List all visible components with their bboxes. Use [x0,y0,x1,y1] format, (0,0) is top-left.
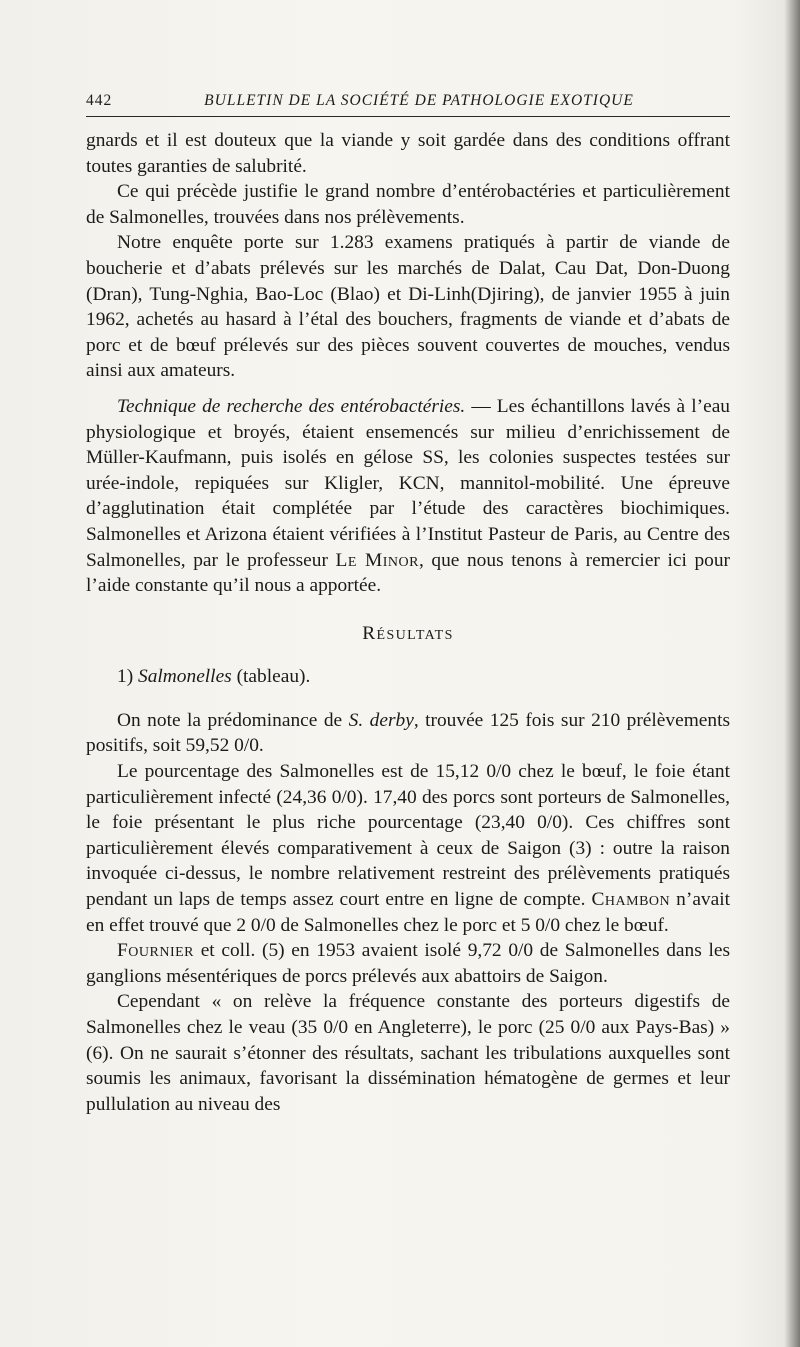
author-name: Fournier [117,940,195,962]
author-name: Le Minor [335,549,419,571]
paragraph: On note la prédominance de S. derby, trouvée 125 fois sur 210 prélèvements positifs, soit 59,52 0/0. [86,709,731,757]
technique-title: Technique de recherche des entérobactéries. [117,395,466,417]
paragraph: Fournier et coll. (5) en 1953 avaient isolé 9,72 0/0 de Salmonelles dans les ganglions mésentériques de porcs prélevés aux abattoirs de Saigon. [86,940,730,987]
subsection-heading: 1) Salmonelles (tableau). [117,666,311,688]
article-body [86,128,730,1117]
paragraph-continuation: gnards et il est douteux que la viande y soit gardée dans des conditions offrant toutes garanties de salubrité. [86,130,730,177]
paragraph-technique: Technique de recherche des entérobactéries. — Les échantillons lavés à l’eau physiologique et broyés, étaient ensemencés sur milieu d’enrichissement de Müller-Kaufmann, puis isolés en gélose SS, les colonies suspectes testées sur urée-indole, repiquées sur Kligler, KCN, mannitol-mobilité. Une épreuve d’agglutination était complétée par l’étude des caractères biochimiques. Salmonelles et Arizona étaient vérifiées à l’Institut Pasteur de Paris, au Centre des Salmonelles, par le professeur Le Minor, que nous tenons à remercier ici pour l’aide constante qu’il nous a apportée. [86,395,730,597]
paragraph: Le pourcentage des Salmonelles est de 15,12 0/0 chez le bœuf, le foie étant particulièrement infecté (24,36 0/0). 17,40 des porcs sont porteurs de Salmonelles, le foie présentant le plus riche pourcentage (23,40 0/0). Ces chiffres sont particulièrement élevés comparativement à ceux de Saigon (3) : outre la raison invoquée ci-dessus, le nombre relativement restreint des prélèvements pratiqués pendant un laps de temps assez court entre en ligne de compte. Chambon n’avait en effet trouvé que 2 0/0 de Salmonelles chez le porc et 5 0/0 chez le bœuf. [86,761,730,936]
header-rule [86,116,730,117]
running-header [86,92,730,116]
running-title: BULLETIN DE LA SOCIÉTÉ DE PATHOLOGIE EXOTIQUE [204,92,634,109]
paragraph: Ce qui précède justifie le grand nombre d’entérobactéries et particulièrement de Salmonelles, trouvées dans nos prélèvements. [86,181,730,228]
author-name: Chambon [591,889,671,911]
page-number: 442 [86,92,113,109]
section-heading: Résultats [362,622,454,644]
paragraph: Cependant « on relève la fréquence constante des porteurs digestifs de Salmonelles chez le veau (35 0/0 en Angleterre), le porc (25 0/0 aux Pays-Bas) » (6). On ne saurait s’étonner des résultats, sachant les tribulations auxquelles sont soumis les animaux, favorisant la dissémination hématogène de germes et leur pullulation au niveau des [86,991,730,1115]
species-name: S. derby [348,709,414,731]
paragraph: Notre enquête porte sur 1.283 examens pratiqués à partir de viande de boucherie et d’abats prélevés sur les marchés de Dalat, Cau Dat, Don-Duong (Dran), Tung-Nghia, Bao-Loc (Blao) et Di-Linh(Djiring), de janvier 1955 à juin 1962, achetés au hasard à l’étal des bouchers, fragments de viande et d’abats de porc et de bœuf prélevés sur des pièces souvent couvertes de mouches, vendus ainsi aux amateurs. [86,232,730,382]
